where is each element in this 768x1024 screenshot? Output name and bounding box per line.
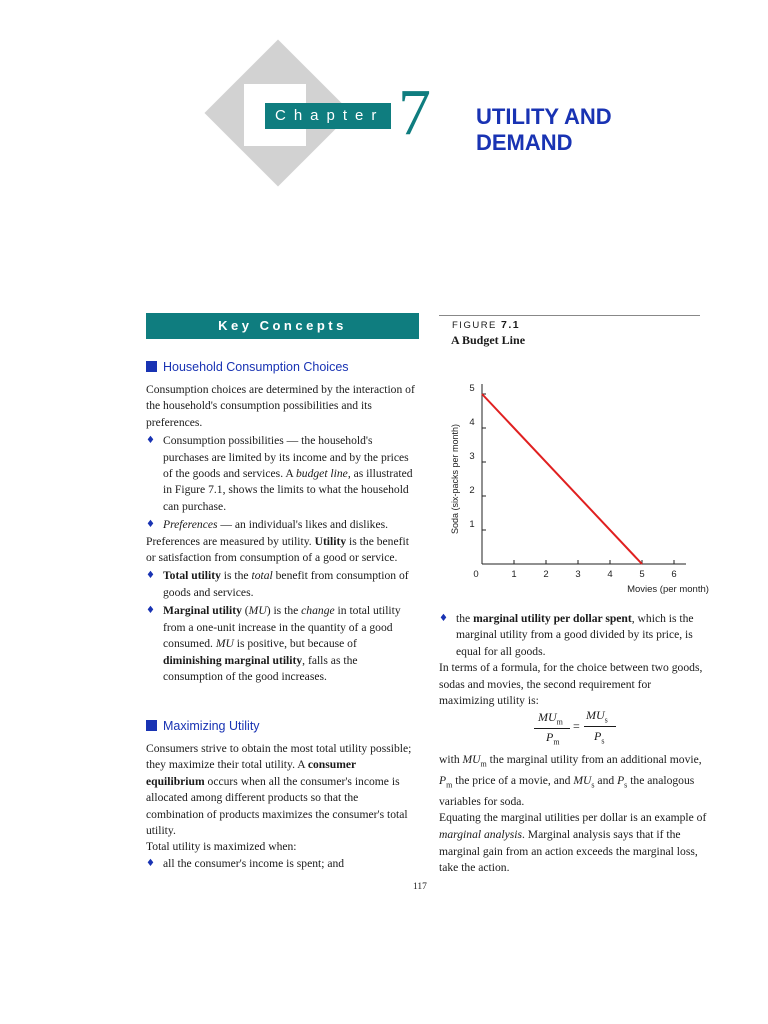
diamond-bullet-icon: ♦ bbox=[146, 570, 155, 582]
y-tick-label: 1 bbox=[469, 519, 475, 530]
y-axis-label: Soda (six-packs per month) bbox=[450, 423, 460, 535]
x-tick-label: 0 bbox=[473, 569, 479, 580]
paragraph: In terms of a formula, for the choice between two goods, sodas and movies, the second requirement for maximizing utility is: bbox=[439, 661, 703, 708]
x-tick-label: 2 bbox=[543, 569, 549, 580]
list-item: ♦ the marginal utility per dollar spent, which is the marginal utility from a good divided by its price, is equal for all goods. bbox=[439, 612, 694, 658]
right-column-text bbox=[439, 611, 709, 709]
page-number: 117 bbox=[413, 882, 427, 892]
formula-denominator-s: $P_s$ bbox=[594, 729, 605, 746]
paragraph: Consumption choices are determined by the interaction of the household's consumption possibilities and its preferences. bbox=[146, 383, 415, 429]
formula-numerator-m: $MU_m$ bbox=[538, 710, 563, 727]
formula-equals: = bbox=[573, 719, 580, 733]
y-tick-label: 2 bbox=[469, 485, 475, 496]
budget-line-chart bbox=[440, 360, 709, 600]
x-tick-label: 3 bbox=[575, 569, 581, 580]
key-concepts-banner: Key Concepts bbox=[146, 313, 419, 339]
formula-denominator-m: $P_m$ bbox=[546, 730, 560, 747]
y-tick-label: 4 bbox=[469, 417, 475, 428]
x-tick-label: 4 bbox=[607, 569, 613, 580]
left-column-household bbox=[146, 382, 418, 685]
figure-rule bbox=[439, 315, 700, 316]
paragraph: Total utility is maximized when: bbox=[146, 840, 297, 854]
list-item: ♦ all the consumer's income is spent; and bbox=[146, 856, 416, 872]
chapter-number: 7 bbox=[398, 76, 431, 149]
x-tick-label: 1 bbox=[511, 569, 517, 580]
formula bbox=[530, 708, 620, 752]
paragraph: with $MU_m$ the marginal utility from an additional movie, $P_m$ the price of a movie, and $MU_s$ and $P_s$ the analogous variables for soda. bbox=[439, 753, 702, 808]
paragraph: Equating the marginal utilities per dollar is an example of marginal analysis. Marginal analysis says that if the marginal gain from an action exceeds the marginal loss, take the action. bbox=[439, 811, 707, 875]
paragraph: Consumers strive to obtain the most total utility possible; they maximize their total utility. A consumer equilibrium occurs when all the consumer's income is allocated among different products so that the combination of products maximizes the consumer's total utility. bbox=[146, 742, 412, 838]
fraction-bar bbox=[584, 726, 616, 727]
square-bullet-icon bbox=[146, 720, 157, 731]
figure-label: FIGURE 7.1 bbox=[452, 319, 521, 331]
diamond-bullet-icon: ♦ bbox=[146, 519, 155, 531]
diamond-bullet-icon: ♦ bbox=[146, 435, 155, 447]
y-tick-label: 5 bbox=[469, 383, 475, 394]
diamond-bullet-icon: ♦ bbox=[146, 605, 155, 617]
budget-line bbox=[482, 394, 642, 564]
x-tick-label: 5 bbox=[639, 569, 645, 580]
list-item: ♦ Preferences — an individual's likes and dislikes. bbox=[146, 517, 418, 533]
diamond-bullet-icon: ♦ bbox=[439, 613, 448, 624]
section-heading-household: Household Consumption Choices bbox=[146, 359, 349, 375]
x-tick-label: 6 bbox=[671, 569, 677, 580]
list-item: ♦ Marginal utility (MU) is the change in total utility from a one-unit increase in the quantity of a good consumed. MU is positive, but because of diminishing marginal utility, falls as the consumption of the good increases. bbox=[146, 604, 401, 683]
formula-numerator-s: $MU_s$ bbox=[586, 708, 608, 725]
square-bullet-icon bbox=[146, 361, 157, 372]
list-item: ♦ Total utility is the total benefit from consumption of goods and services. bbox=[146, 569, 409, 599]
section-heading-maximizing: Maximizing Utility bbox=[146, 718, 260, 734]
diamond-bullet-icon: ♦ bbox=[146, 857, 155, 869]
right-column-text-2 bbox=[439, 752, 711, 877]
chapter-label: Chapter bbox=[265, 103, 391, 129]
figure-title: A Budget Line bbox=[451, 333, 526, 347]
left-column-maximizing bbox=[146, 741, 416, 872]
fraction-bar bbox=[534, 728, 570, 729]
paragraph: Preferences are measured by utility. Utility is the benefit or satisfaction from consumption of a good or service. bbox=[146, 534, 409, 565]
chapter-title: UTILITY AND DEMAND bbox=[476, 104, 612, 155]
list-item: ♦ Consumption possibilities — the household's purchases are limited by its income and by the prices of the goods and services. A budget line, as illustrated in Figure 7.1, shows the limits to what the household can purchase. bbox=[146, 434, 413, 513]
y-tick-label: 3 bbox=[469, 451, 475, 462]
x-axis-label: Movies (per month) bbox=[627, 584, 709, 595]
